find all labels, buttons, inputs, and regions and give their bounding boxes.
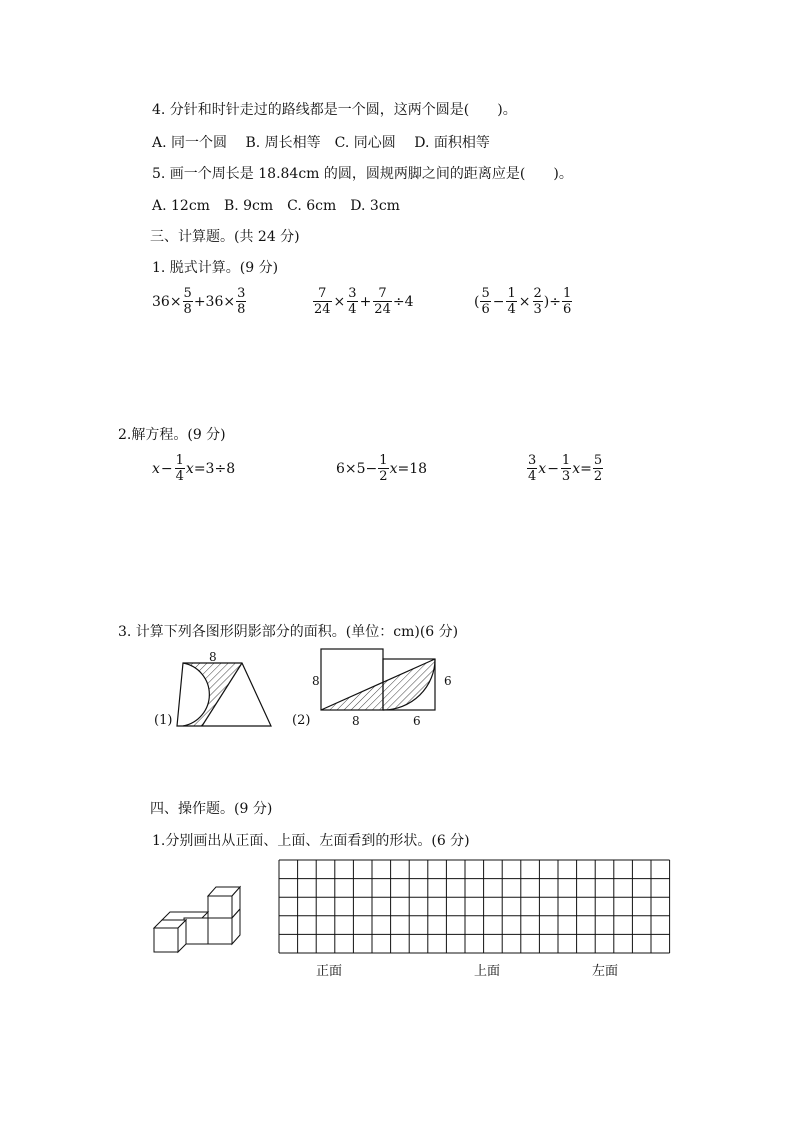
numerator: 3 <box>348 286 357 301</box>
fig2-dim-bottom-2: 6 <box>413 714 421 728</box>
grid-label-front: 正面 <box>316 964 343 979</box>
question-4-stem: 4. 分针和时针走过的路线都是一个圆，这两个圆是( )。 <box>152 102 517 118</box>
question-4-options: A. 同一个圆 B. 周长相等 C. 同心圆 D. 面积相等 <box>152 135 490 151</box>
denominator: 6 <box>562 302 572 317</box>
expr-text: )÷ <box>543 293 561 310</box>
numerator: 7 <box>313 286 332 302</box>
variable-x: x <box>152 460 160 477</box>
expr-text: +36× <box>193 293 236 310</box>
grid-label-left: 左面 <box>592 964 619 979</box>
section-3-sub3: 3. 计算下列各图形阴影部分的面积。(单位：cm)(6 分) <box>118 624 459 640</box>
numerator: 5 <box>481 286 490 301</box>
fig2-label: (2) <box>292 713 311 728</box>
section-3-title: 三、计算题。(共 24 分) <box>150 229 300 245</box>
figure-2 <box>321 649 435 710</box>
operator: + <box>359 293 372 310</box>
shaded-region <box>183 663 242 726</box>
expr-text: 6×5− <box>336 460 378 477</box>
operator: − <box>547 460 559 477</box>
section-3-sub2: 2.解方程。(9 分) <box>118 427 226 443</box>
denominator: 2 <box>593 469 603 484</box>
operator: − <box>160 460 173 477</box>
denominator: 3 <box>561 469 571 484</box>
numerator: 7 <box>373 286 392 302</box>
drawing-grid[interactable] <box>279 860 670 953</box>
variable-x: x <box>185 460 194 477</box>
denominator: 24 <box>374 302 391 317</box>
section-4-title: 四、操作题。(9 分) <box>150 801 273 817</box>
variable-x: x <box>572 460 581 477</box>
variable-x: x <box>538 460 547 477</box>
operator: × <box>333 293 346 310</box>
question-5-stem: 5. 画一个周长是 18.84cm 的圆，圆规两脚之间的距离应是( )。 <box>152 166 573 182</box>
fig2-dim-left: 8 <box>312 674 320 688</box>
expr-text: ( <box>474 293 480 310</box>
numerator: 1 <box>379 453 388 468</box>
denominator: 4 <box>507 302 516 317</box>
operator: × <box>518 293 531 310</box>
denominator: 3 <box>533 302 542 317</box>
denominator: 4 <box>528 469 537 484</box>
fig1-label: (1) <box>154 713 173 728</box>
numerator: 1 <box>175 453 184 468</box>
section-3-sub1: 1. 脱式计算。(9 分) <box>152 260 279 276</box>
denominator: 8 <box>237 302 246 317</box>
variable-x: x <box>389 460 398 477</box>
section-4-sub1: 1.分别画出从正面、上面、左面看到的形状。(6 分) <box>152 833 470 849</box>
numerator: 5 <box>183 286 192 301</box>
denominator: 2 <box>379 469 388 484</box>
operator: − <box>492 293 505 310</box>
numerator: 1 <box>561 453 571 468</box>
numerator: 1 <box>507 286 516 301</box>
question-5-options: A. 12cm B. 9cm C. 6cm D. 3cm <box>152 198 400 214</box>
cube-stack <box>154 887 240 952</box>
figure-1 <box>177 663 271 726</box>
denominator: 6 <box>481 302 490 317</box>
denominator: 4 <box>348 302 357 317</box>
fig2-dim-bottom-1: 8 <box>352 714 360 728</box>
expr-text: 36× <box>152 293 182 310</box>
fig1-dim-top: 8 <box>209 650 217 664</box>
grid-label-top: 上面 <box>474 964 501 979</box>
numerator: 1 <box>562 286 572 301</box>
denominator: 4 <box>175 469 184 484</box>
numerator: 3 <box>528 453 537 468</box>
denominator: 24 <box>314 302 331 317</box>
expr-text: =18 <box>397 460 428 477</box>
expr-text: =3÷8 <box>193 460 236 477</box>
denominator: 8 <box>183 302 192 317</box>
expr-text: ÷4 <box>392 293 414 310</box>
numerator: 3 <box>237 286 246 301</box>
fig2-dim-right: 6 <box>444 674 452 688</box>
numerator: 2 <box>533 286 542 301</box>
expr-text: = <box>580 460 592 477</box>
numerator: 5 <box>593 453 603 468</box>
